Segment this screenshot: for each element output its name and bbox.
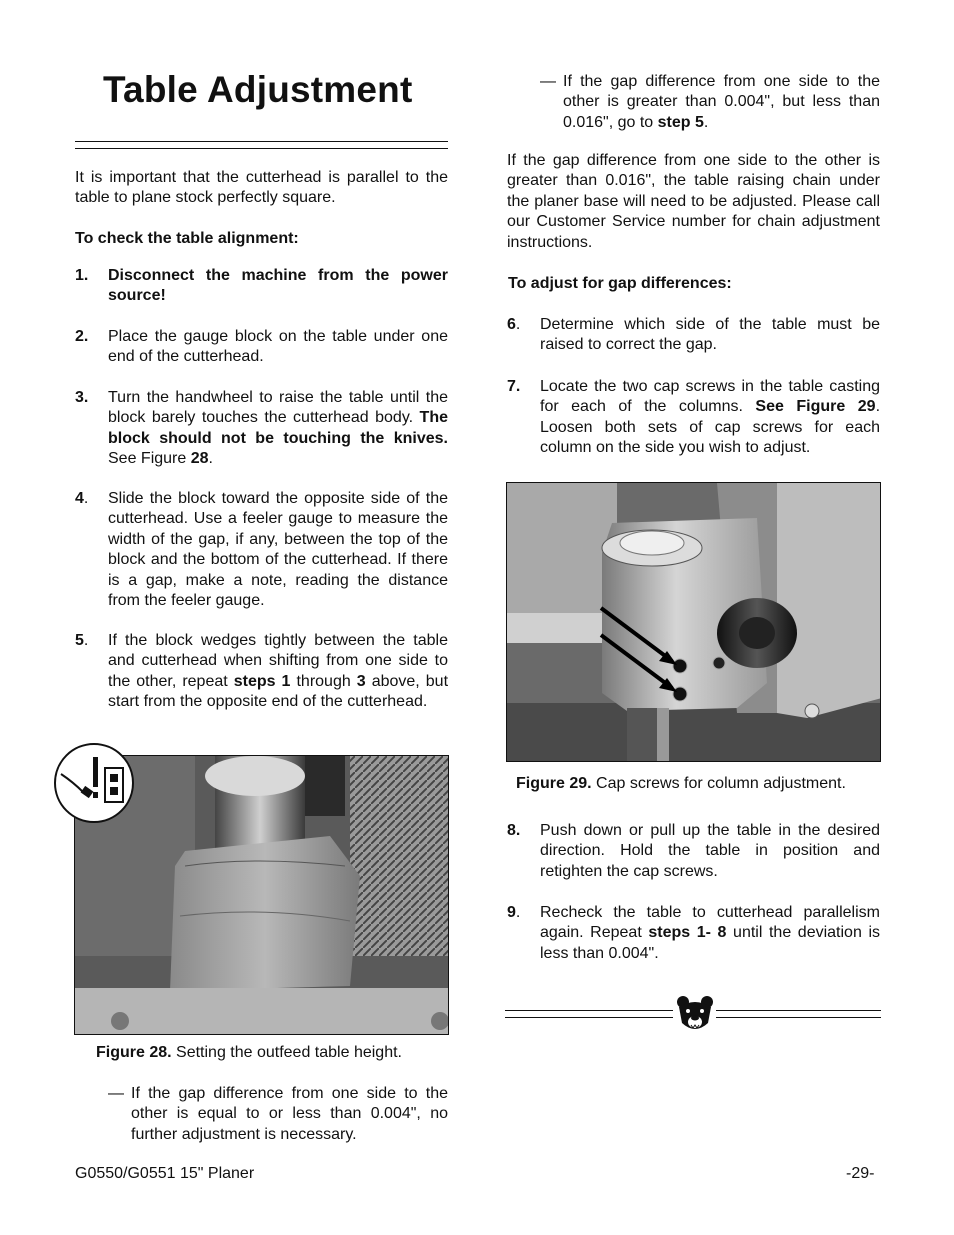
footer-model: G0550/G0551 15" Planer — [75, 1165, 255, 1182]
step-text: Place the gauge block on the table under one end of the cutterhead. — [108, 328, 448, 366]
check-heading: To check the table alignment: — [75, 230, 299, 247]
step-7 — [507, 377, 880, 459]
unplug-warning-icon — [53, 742, 135, 824]
figure-29-caption: Figure 29. Cap screws for column adjustment. — [516, 775, 846, 792]
title-rule-top — [75, 141, 448, 142]
step-9 — [507, 903, 880, 964]
step-5 — [75, 631, 448, 713]
column-photo — [507, 483, 881, 762]
gap-large-paragraph: If the gap difference from one side to the other is greater than 0.016", the table raising chain under the planer base will need to be adjusted. Please call our Customer Service number for chain adjustment instructions. — [507, 152, 880, 251]
step-2 — [75, 327, 448, 368]
step-1 — [75, 266, 448, 307]
dash-symbol: — — [108, 1085, 124, 1102]
step-number: 8. — [507, 822, 521, 839]
step-number: 7. — [507, 378, 521, 395]
end-rule-right-top — [716, 1010, 881, 1011]
step-number: 1. — [75, 267, 89, 284]
adjust-heading: To adjust for gap differences: — [508, 275, 732, 292]
step-text: Slide the block toward the opposite side of the cutterhead. Use a feeler gauge to measure the width of the gap, if any, between the top of the block and the bottom of the cutterhead. If there is a gap, make a note, reading the distance from the feeler gauge. — [108, 490, 448, 610]
step-8 — [507, 821, 880, 882]
step-3 — [75, 388, 448, 470]
end-rule-left-top — [505, 1010, 673, 1011]
figure-29-photo — [506, 482, 881, 762]
end-rule-left-bottom — [505, 1017, 673, 1018]
step-text: Locate the two cap screws in the table casting for each of the columns. See Figure 29. Loosen both sets of cap screws for each column on the side you wish to adjust. — [540, 378, 881, 457]
step-number: 6. — [507, 316, 521, 333]
step-text: If the block wedges tightly between the table and cutterhead when shifting from one side to the other, repeat steps 1 through 3 above, but start from the opposite end of the cutterhead. — [108, 632, 449, 711]
step-text: Turn the handwheel to raise the table until the block barely touches the cutterhead body. The block should not be touching the knives. See Figure 28. — [108, 389, 448, 468]
page-title: Table Adjustment — [103, 69, 413, 110]
intro-paragraph: It is important that the cutterhead is parallel to the table to plane stock perfectly square. — [75, 169, 448, 207]
gap-note-medium — [540, 72, 880, 133]
title-rule-bottom — [75, 148, 448, 149]
step-number: 5. — [75, 632, 89, 649]
gap-note-text: If the gap difference from one side to the other is equal to or less than 0.004", no further adjustment is necessary. — [131, 1085, 448, 1143]
step-text: Push down or pull up the table in the desired direction. Hold the table in position and retighten the cap screws. — [540, 822, 880, 880]
step-number: 4. — [75, 490, 89, 507]
step-text: Determine which side of the table must be raised to correct the gap. — [540, 316, 880, 354]
end-rule-right-bottom — [716, 1017, 881, 1018]
step-number: 3. — [75, 389, 89, 406]
step-text: Recheck the table to cutterhead parallelism again. Repeat steps 1- 8 until the deviation is less than 0.004". — [540, 904, 880, 962]
gap-note-text: If the gap difference from one side to the other is greater than 0.004", but less than 0.016", go to step 5. — [563, 73, 880, 131]
dash-symbol: — — [540, 73, 556, 90]
figure-28-caption: Figure 28. Setting the outfeed table height. — [96, 1044, 402, 1061]
step-text: Disconnect the machine from the power source! — [108, 267, 448, 305]
step-4 — [75, 489, 448, 611]
step-6 — [507, 315, 880, 356]
footer-page-number: -29- — [846, 1165, 875, 1182]
step-number: 9. — [507, 904, 521, 921]
step-number: 2. — [75, 328, 89, 345]
gap-note-small — [108, 1084, 448, 1145]
bear-logo-icon — [674, 993, 716, 1035]
